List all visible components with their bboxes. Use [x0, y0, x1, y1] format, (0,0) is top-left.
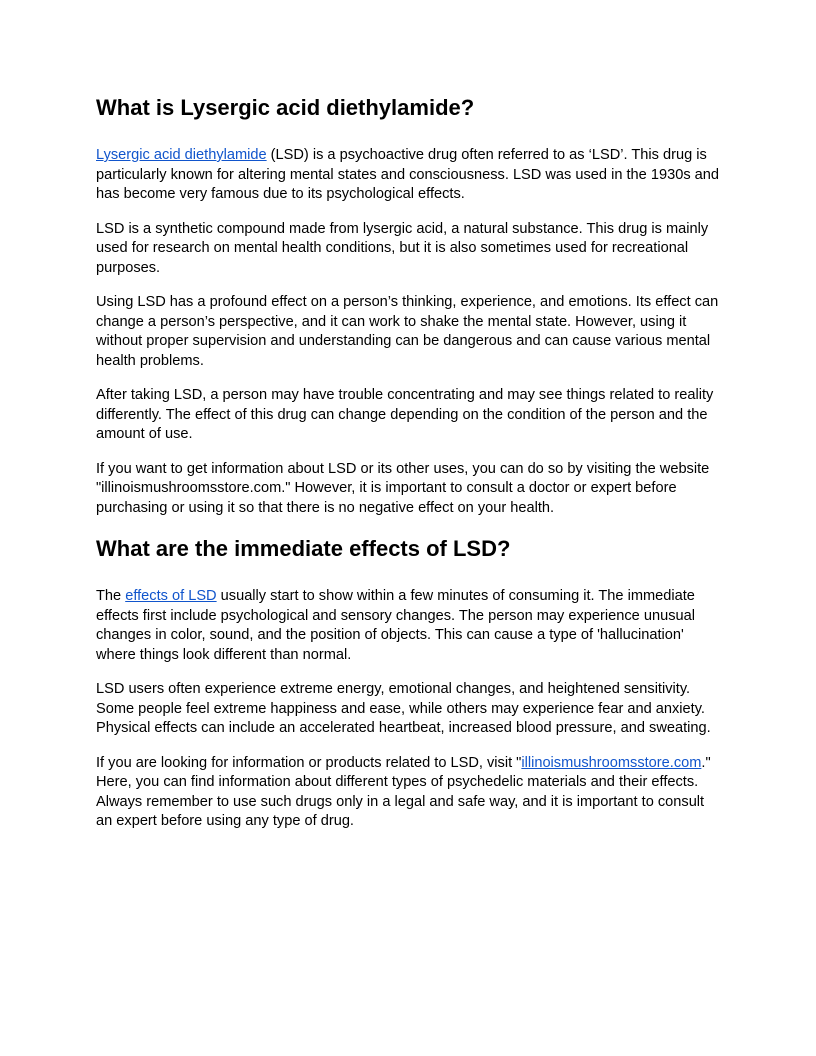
heading-immediate-effects: What are the immediate effects of LSD? [96, 536, 511, 561]
paragraph [96, 146, 720, 205]
store-website-link[interactable]: illinoismushroomsstore.com [521, 754, 702, 771]
paragraph: LSD is a synthetic compound made from lysergic acid, a natural substance. This drug is mainly used for research on mental health conditions, but it is also sometimes used for recreational purposes. [96, 220, 709, 276]
paragraph-text: usually start to show within a few minutes of consuming it. The immediate effects first include psychological and sensory changes. The person may experience unusual changes in color, sound, and the position of objects. This can cause a type of 'hallucination' where things look different than normal. [96, 588, 695, 663]
paragraph-text: If you are looking for information or products related to LSD, visit " [96, 754, 522, 771]
paragraph: LSD users often experience extreme energy, emotional changes, and heightened sensitivity. Some people feel extreme happiness and ease, while others may experience fear and anxiety. Physical effects can include an accelerated heartbeat, increased blood pressure, and sweating. [96, 681, 711, 736]
document-page [96, 92, 720, 847]
heading-what-is-lsd: What is Lysergic acid diethylamide? [96, 95, 475, 120]
lysergic-acid-link[interactable]: Lysergic acid diethylamide [96, 147, 267, 163]
effects-of-lsd-link[interactable]: effects of LSD [125, 588, 217, 604]
paragraph [96, 754, 720, 832]
paragraph: After taking LSD, a person may have trouble concentrating and may see things related to reality differently. The effect of this drug can change depending on the condition of the person and the amount of use. [96, 387, 714, 442]
paragraph-text: The [96, 588, 126, 604]
paragraph: Using LSD has a profound effect on a person’s thinking, experience, and emotions. Its effect can change a person’s perspective, and it can work to shake the mental state. However, using it without proper supervision and understanding can be dangerous and can cause various mental health problems. [96, 294, 719, 369]
paragraph: If you want to get information about LSD or its other uses, you can do so by visiting the website "illinoismushroomsstore.com." However, it is important to consult a doctor or expert before purchasing or using it so that there is no negative effect on your health. [96, 460, 710, 516]
paragraph-text: (LSD) is a psychoactive drug often referred to as ‘LSD’. This drug is particularly known for altering mental states and consciousness. LSD was used in the 1930s and has become very famous due to its psychological effects. [96, 147, 720, 202]
paragraph [96, 587, 720, 665]
paragraph-text: ." Here, you can find information about different types of psychedelic materials and their effects. Always remember to use such drugs only in a legal and safe way, and it is important to consult an expert before using any type of drug. [96, 754, 711, 829]
